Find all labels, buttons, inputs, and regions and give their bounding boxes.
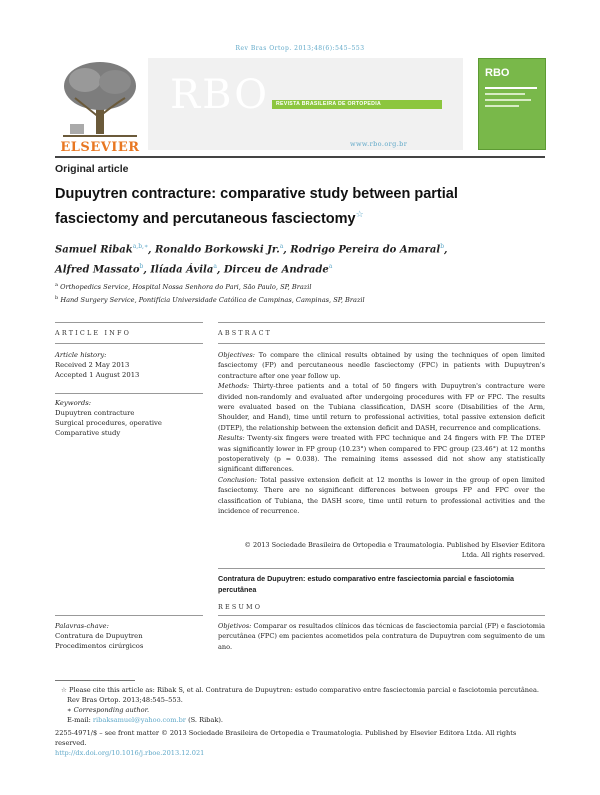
article-info-heading: ARTICLE INFO bbox=[55, 329, 132, 337]
author-list: Samuel Ribak$^{a,b,∗}$, Ronaldo Borkowski Jr.$^a$, Rodrigo Pereira do Amaral$^b$, Alfred Massato$^b$, Ilíada Ávila$^a$, Dirceu de Andrade$^a$ bbox=[55, 243, 448, 276]
resumo-heading: RESUMO bbox=[218, 603, 263, 611]
corresponding-note: ∗ Corresponding author. bbox=[67, 706, 150, 714]
journal-reference: Rev Bras Ortop. 2013;48(6):545–553 bbox=[235, 45, 365, 52]
abstract-conclusion: Conclusion: Total passive extension deficit at 12 months is lower in the group of open limited fasciectomy. There are no significant differences between groups FP and FPC over the classification of Tubiana, the DASH score, time until return to professional activities and the incidence of recurrence. bbox=[218, 475, 545, 516]
journal-cover-image bbox=[478, 58, 546, 150]
banner-subtitle: REVISTA BRASILEIRA DE ORTOPEDIA bbox=[276, 101, 381, 107]
abstract-body bbox=[218, 350, 545, 517]
banner-logo-text: RBO bbox=[170, 72, 270, 118]
footnotes bbox=[55, 685, 545, 758]
cover-label: RBO bbox=[485, 67, 510, 79]
affiliation: $^a$ Orthopedics Service, Hospital Nossa Senhora do Pari, São Paulo, SP, Brazil bbox=[55, 282, 312, 292]
author: Samuel Ribak bbox=[55, 244, 133, 256]
resumo-body: Objetivos: Comparar os resultados clínicos das técnicas de fasciectomia parcial (FP) e fasciotomia percutânea (FPC) em pacientes acometidos pela contratura de Dupuytren com seguimento de um ano. bbox=[218, 622, 545, 651]
affiliation: $^b$ Hand Surgery Service, Pontifícia Universidade Católica de Campinas, Campinas, SP, Brazil bbox=[55, 295, 365, 305]
portuguese-title: Contratura de Dupuytren: estudo comparativo entre fasciectomia parcial e fasciotomia percutânea bbox=[218, 574, 514, 594]
article-history: Article history: Received 2 May 2013 Accepted 1 August 2013 bbox=[55, 351, 140, 379]
article-title: Dupuytren contracture: comparative study between partial fasciectomy and percutaneous fasciectomy☆ bbox=[55, 186, 458, 227]
abstract-objectives: Objectives: To compare the clinical results obtained by using the techniques of open limited fasciectomy (FP) and percutaneous needle fasciectomy (FPC) in patients with Dupuytren's contracture after one year follow up. bbox=[218, 351, 545, 380]
keywords: Keywords: Dupuytren contracture Surgical procedures, operative Comparative study bbox=[55, 398, 203, 438]
abstract-heading: ABSTRACT bbox=[218, 329, 273, 337]
header-divider bbox=[55, 156, 545, 158]
abstract-methods: Methods: Thirty-three patients and a total of 50 fingers with Dupuytren's contracture were divided non-randomly and evaluated after undergoing procedures with FP or FPC. The results were evaluated based on the Tubiana classification, DASH score (Disabilities of the Arm, Shoulder, and Hand), time until return to professional activities, total passive extension deficit (DTEP), the relationship between the extension deficit and DASH, recurrence and complications. bbox=[218, 382, 545, 432]
palavras-rule bbox=[55, 615, 203, 616]
portuguese-rule-top bbox=[218, 568, 545, 569]
author: Ronaldo Borkowski Jr. bbox=[155, 244, 280, 256]
keyword: Dupuytren contracture bbox=[55, 409, 135, 417]
title-footnote-mark: ☆ bbox=[355, 209, 364, 219]
email-note: E-mail: ribaksamuel@yahoo.com.br (S. Ribak). bbox=[67, 716, 223, 724]
article-info-rule-top bbox=[55, 322, 203, 323]
banner-subtitle-bar bbox=[272, 100, 442, 109]
journal-url[interactable]: www.rbo.org.br bbox=[350, 140, 408, 148]
author: Dirceu de Andrade bbox=[223, 264, 329, 276]
affiliations bbox=[55, 280, 545, 306]
citation-note: ☆ Please cite this article as: Ribak S, et al. Contratura de Dupuytren: estudo comparativo entre fasciectomia parcial e fasciotomia percutânea. Rev Bras Ortop. 2013;48:545–553. bbox=[61, 686, 539, 704]
article-info-rule-2 bbox=[55, 393, 203, 394]
abstract-rule-top bbox=[218, 322, 545, 323]
abstract-copyright: © 2013 Sociedade Brasileira de Ortopedia e Traumatologia. Published by Elsevier Editora Ltda. All rights reserved. bbox=[244, 541, 545, 560]
resumo-rule bbox=[218, 615, 545, 616]
author: Alfred Massato bbox=[55, 264, 140, 276]
palavras-chave: Palavras-chave: Contratura de Dupuytren Procedimentos cirúrgicos bbox=[55, 621, 203, 651]
abstract-results: Results: Twenty-six fingers were treated with FPC technique and 24 fingers with FP. The DTEP was significantly lower in FP group (10.23°) when compared to FPC group (23.46°) at 12 months postoperatively (p = 0.038). The remaining items assessed did not show any statistically significant differences. bbox=[218, 434, 545, 474]
keyword: Procedimentos cirúrgicos bbox=[55, 642, 144, 650]
abstract-rule bbox=[218, 343, 545, 344]
doi-link[interactable]: http://dx.doi.org/10.1016/j.rboe.2013.12.021 bbox=[55, 749, 205, 757]
keyword: Contratura de Dupuytren bbox=[55, 632, 143, 640]
keyword: Comparative study bbox=[55, 429, 121, 437]
keyword: Surgical procedures, operative bbox=[55, 419, 162, 427]
author: Rodrigo Pereira do Amaral bbox=[290, 244, 441, 256]
issn-line: 2255-4971/$ – see front matter © 2013 Sociedade Brasileira de Ortopedia e Traumatologia. Published by Elsevier Editora Ltda. All rights reserved. bbox=[55, 729, 517, 747]
publisher-name: ELSEVIER bbox=[60, 140, 140, 155]
author: Ilíada Ávila bbox=[150, 264, 214, 276]
article-info-rule bbox=[55, 343, 203, 344]
article-type: Original article bbox=[55, 163, 129, 175]
footnote-rule bbox=[55, 680, 135, 681]
email-link[interactable]: ribaksamuel@yahoo.com.br bbox=[92, 716, 186, 724]
